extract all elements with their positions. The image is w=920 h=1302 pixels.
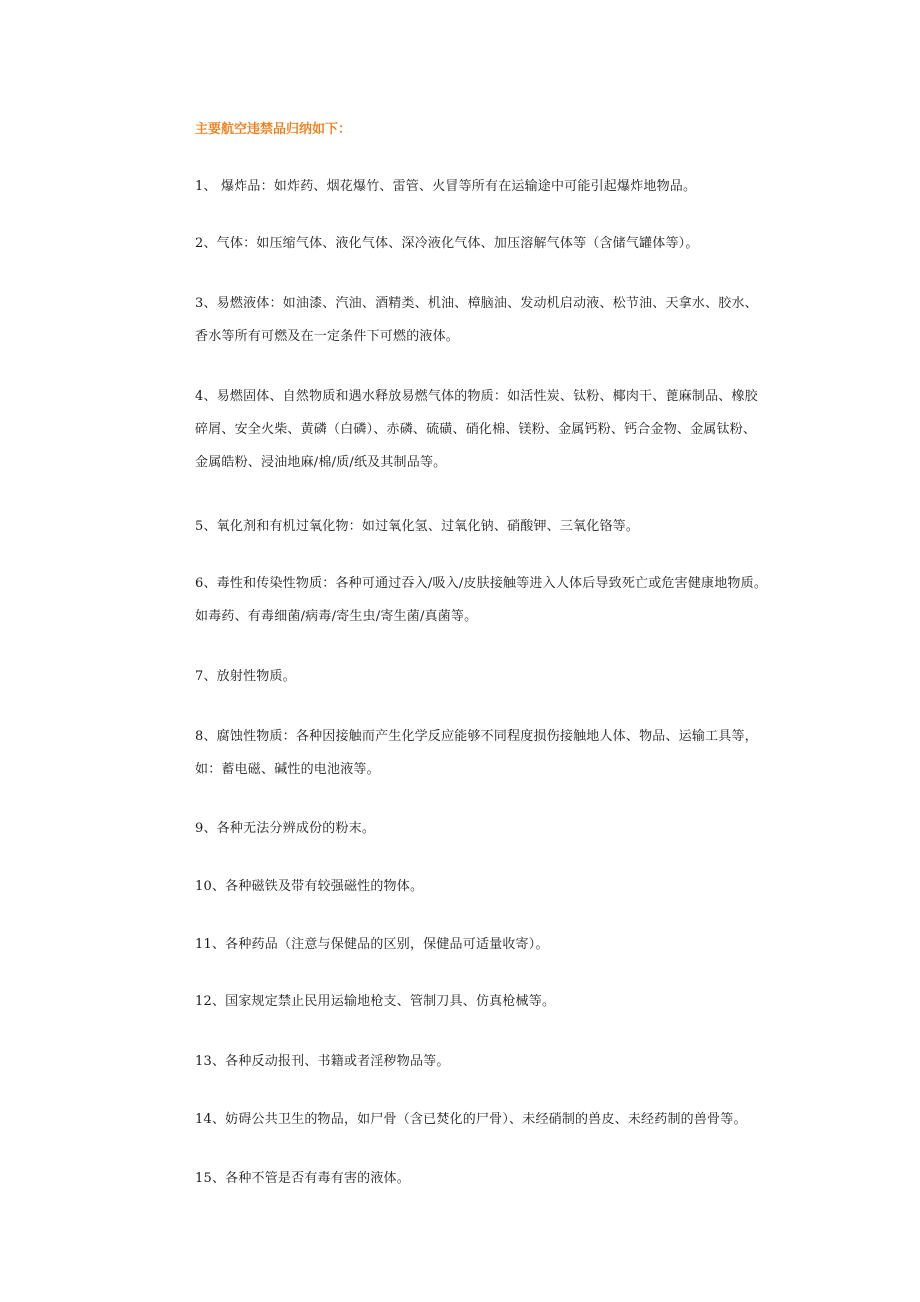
list-item <box>195 720 795 786</box>
list-item-line: 13、各种反动报刊、书籍或者淫秽物品等。 <box>195 1054 450 1069</box>
list-item <box>195 985 795 1018</box>
list-item-line: 如：蓄电磁、碱性的电池液等。 <box>195 762 380 777</box>
list-item-line: 9、各种无法分辨成份的粉末。 <box>195 821 376 836</box>
list-item-line: 如毒药、有毒细菌/病毒/寄生虫/寄生菌/真菌等。 <box>195 609 478 624</box>
list-item-line: 3、易燃液体：如油漆、汽油、酒精类、机油、樟脑油、发动机启动液、松节油、天拿水、胶水、 <box>195 296 758 311</box>
list-item <box>195 287 795 353</box>
list-item <box>195 170 795 203</box>
document-title: 主要航空违禁品归纳如下： <box>195 122 352 137</box>
list-item <box>195 1162 795 1195</box>
list-item-line: 7、放射性物质。 <box>195 669 296 684</box>
list-item-line: 14、妨碍公共卫生的物品，如尸骨（含已焚化的尸骨）、未经硝制的兽皮、未经药制的兽骨等。 <box>195 1112 747 1127</box>
list-item <box>195 812 795 845</box>
list-item <box>195 1045 795 1078</box>
list-item-line: 2、气体：如压缩气体、液化气体、深冷液化气体、加压溶解气体等（含储气罐体等）。 <box>195 236 699 251</box>
list-item-line: 香水等所有可燃及在一定条件下可燃的液体。 <box>195 329 460 344</box>
list-item <box>195 660 795 693</box>
list-item-line: 碎屑、安全火柴、黄磷（白磷）、赤磷、硫磺、硝化棉、镁粉、金属钙粉、钙合金物、金属钛粉、 <box>195 422 757 437</box>
list-item-line: 4、易燃固体、自然物质和遇水释放易燃气体的物质：如活性炭、钛粉、椰肉干、蓖麻制品、橡胶 <box>195 389 758 404</box>
list-item-line: 1、 爆炸品：如炸药、烟花爆竹、雷管、火冒等所有在运输途中可能引起爆炸地物品。 <box>195 179 697 194</box>
list-item <box>195 870 795 903</box>
list-item <box>195 510 795 543</box>
list-item-line: 6、毒性和传染性物质：各种可通过吞入/吸入/皮肤接触等进入人体后导致死亡或危害健康地物质。 <box>195 576 768 591</box>
list-item-line: 金属皓粉、浸油地麻/棉/质/纸及其制品等。 <box>195 455 447 470</box>
list-item-line: 12、国家规定禁止民用运输地枪支、管制刀具、仿真枪械等。 <box>195 994 556 1009</box>
list-item-line: 10、各种磁铁及带有较强磁性的物体。 <box>195 879 424 894</box>
list-item <box>195 567 795 633</box>
list-item-line: 8、腐蚀性物质：各种因接触而产生化学反应能够不同程度损伤接触地人体、物品、运输工具等， <box>195 729 758 744</box>
list-item <box>195 928 795 961</box>
list-item <box>195 227 795 260</box>
list-item-line: 15、各种不管是否有毒有害的液体。 <box>195 1171 410 1186</box>
list-item <box>195 380 795 479</box>
list-item-line: 5、氧化剂和有机过氧化物：如过氧化氢、过氧化钠、硝酸钾、三氧化铬等。 <box>195 519 640 534</box>
list-item-line: 11、各种药品（注意与保健品的区别，保健品可适量收寄）。 <box>195 937 549 952</box>
list-item <box>195 1103 795 1136</box>
